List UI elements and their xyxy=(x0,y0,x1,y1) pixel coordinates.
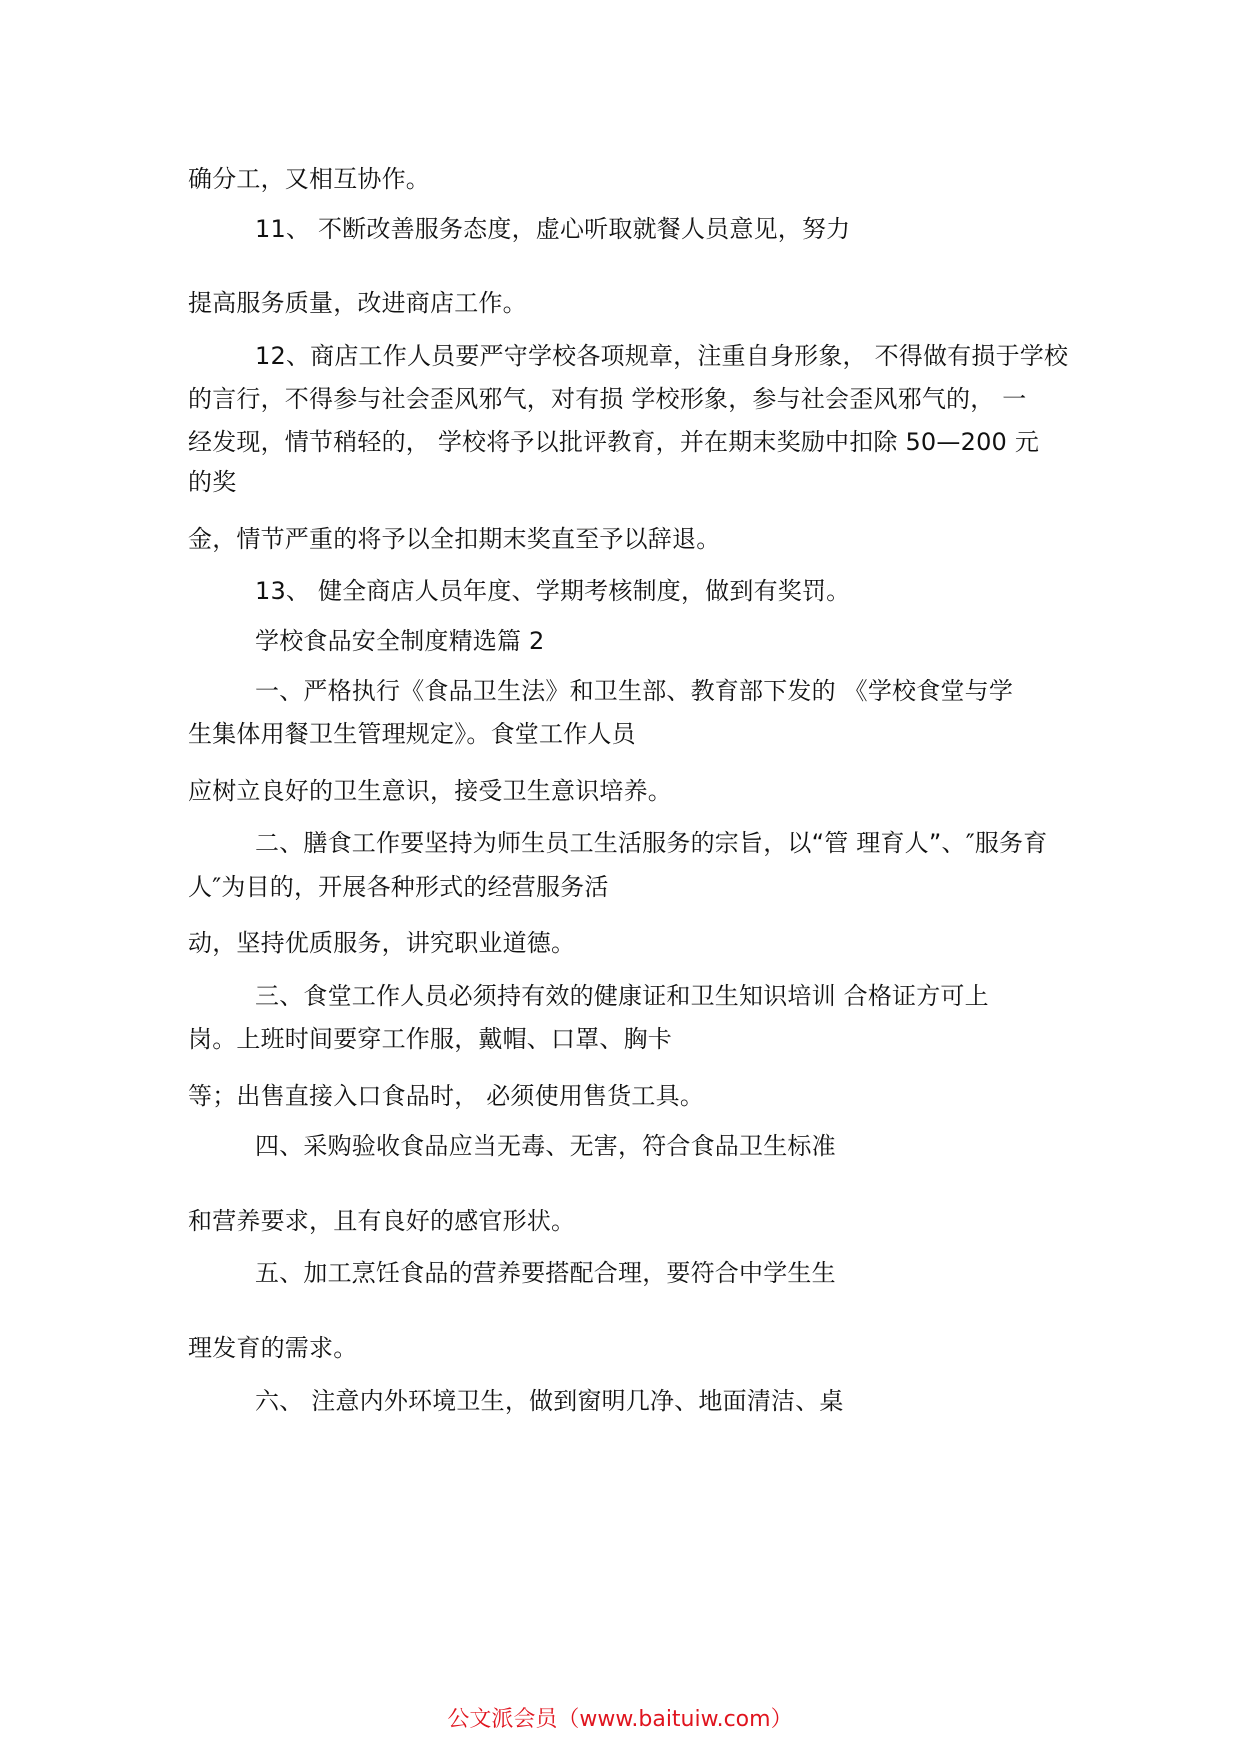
text-line: 应树立良好的卫生意识，接受卫生意识培养。 xyxy=(188,777,672,805)
text-line: 二、膳食工作要坚持为师生员工生活服务的宗旨，以“管 理育人”、″服务育 xyxy=(255,829,1048,857)
text-line: 确分工，又相互协作。 xyxy=(188,165,430,193)
footer-watermark: 公文派会员（www.baituiw.com） xyxy=(447,1707,793,1732)
text-line: 人″为目的，开展各种形式的经营服务活 xyxy=(188,873,609,901)
text-line: 四、采购验收食品应当无毒、无害，符合食品卫生标准 xyxy=(255,1132,836,1160)
text-line: 一、严格执行《食品卫生法》和卫生部、教育部下发的 《学校食堂与学 xyxy=(255,677,1014,705)
text-line: 提高服务质量，改进商店工作。 xyxy=(188,289,527,317)
text-line: 三、食堂工作人员必须持有效的健康证和卫生知识培训 合格证方可上 xyxy=(255,982,989,1010)
text-line: 经发现，情节稍轻的， 学校将予以批评教育，并在期末奖励中扣除 50—200 元 xyxy=(188,428,1040,456)
text-line: 生集体用餐卫生管理规定》。食堂工作人员 xyxy=(188,720,636,748)
text-line: 和营养要求，且有良好的感官形状。 xyxy=(188,1207,576,1235)
text-line: 理发育的需求。 xyxy=(188,1334,358,1362)
text-line: 六、 注意内外环境卫生，做到窗明几净、地面清洁、桌 xyxy=(255,1387,844,1415)
text-line: 的奖 xyxy=(188,468,237,496)
text-line: 金，情节严重的将予以全扣期末奖直至予以辞退。 xyxy=(188,525,721,553)
text-line: 岗。上班时间要穿工作服，戴帽、口罩、胸卡 xyxy=(188,1025,672,1053)
text-line: 11、 不断改善服务态度，虚心听取就餐人员意见，努力 xyxy=(255,215,851,243)
text-line: 等；出售直接入口食品时， 必须使用售货工具。 xyxy=(188,1082,705,1110)
text-line: 五、加工烹饪食品的营养要搭配合理，要符合中学生生 xyxy=(255,1259,836,1287)
text-line: 动，坚持优质服务，讲究职业道德。 xyxy=(188,929,576,957)
text-line: 12、商店工作人员要严守学校各项规章，注重自身形象， 不得做有损于学校 xyxy=(255,342,1069,370)
text-line: 13、 健全商店人员年度、学期考核制度，做到有奖罚。 xyxy=(255,577,851,605)
text-line: 的言行，不得参与社会歪风邪气，对有损 学校形象，参与社会歪风邪气的， 一 xyxy=(188,385,1027,413)
section-heading: 学校食品安全制度精选篇 2 xyxy=(255,627,545,655)
